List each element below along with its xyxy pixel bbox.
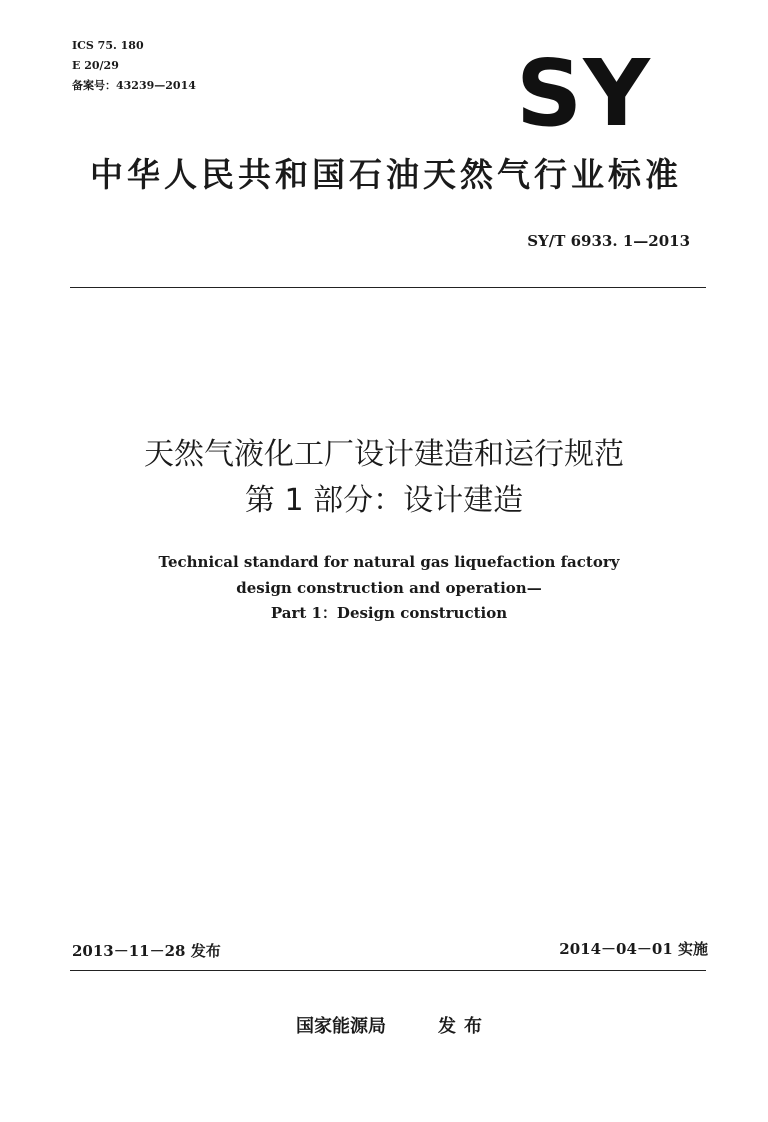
top-divider: [70, 287, 706, 288]
ics-code: ICS 75. 180: [72, 39, 144, 52]
chinese-title-line1: 天然气液化工厂设计建造和运行规范: [144, 437, 624, 472]
bottom-divider: [70, 970, 706, 971]
industry-standard-heading: 中华人民共和国石油天然气行业标准: [90, 155, 682, 194]
chinese-title-line2: 第 1 部分：设计建造: [244, 483, 524, 518]
chinese-title: [0, 432, 768, 524]
english-title: [0, 550, 768, 627]
publisher-name: 国家能源局: [296, 1016, 386, 1037]
english-title-line2: design construction and operation—: [236, 578, 542, 597]
record-number: 备案号：43239—2014: [72, 79, 196, 92]
standard-number: SY/T 6933. 1—2013: [527, 232, 690, 250]
publish-label: 发布: [438, 1016, 490, 1037]
ccs-code: E 20/29: [72, 59, 119, 72]
sy-logo: SY: [516, 40, 651, 147]
implementation-date: 2014－04－01 实施: [559, 940, 708, 958]
issue-date: 2013－11－28 发布: [72, 942, 221, 960]
english-title-line3: Part 1：Design construction: [270, 604, 508, 622]
english-title-line1: Technical standard for natural gas liquefaction factory: [158, 553, 620, 571]
